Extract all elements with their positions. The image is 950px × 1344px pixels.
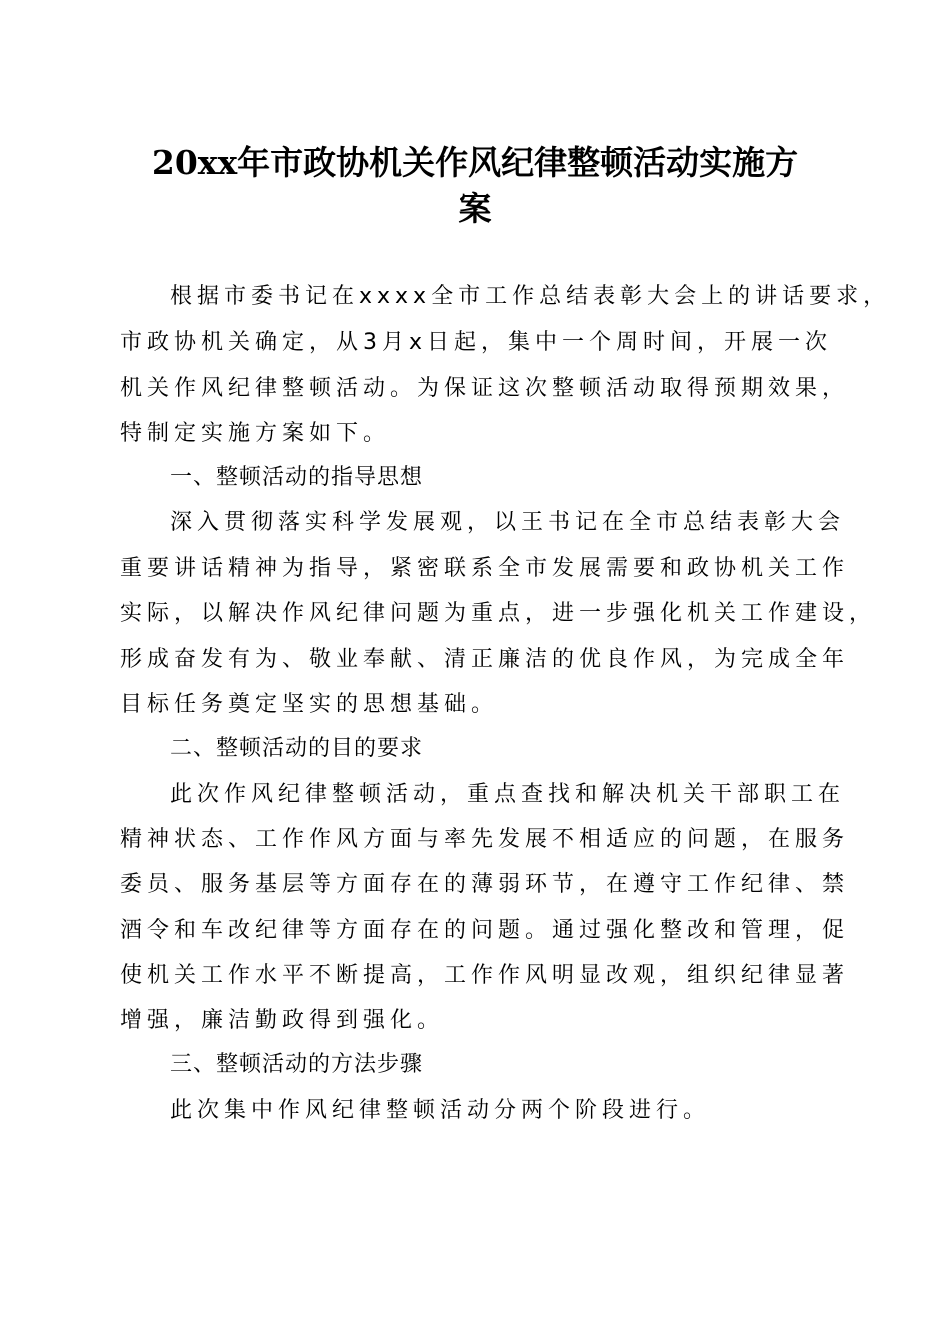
- section2-line: 精神状态、工作作风方面与率先发展不相适应的问题，在服务: [120, 827, 850, 852]
- section2-line: 此次作风纪律整顿活动，重点查找和解决机关干部职工在: [170, 782, 846, 807]
- intro-line: 机关作风纪律整顿活动。为保证这次整顿活动取得预期效果，: [120, 376, 850, 401]
- document-title-line1: 20xx年市政协机关作风纪律整顿活动实施方: [151, 143, 799, 182]
- section1-line: 重要讲话精神为指导，紧密联系全市发展需要和政协机关工作: [120, 556, 850, 581]
- document-title-line2: 案: [458, 189, 492, 228]
- section1-line: 目标任务奠定坚实的思想基础。: [120, 692, 499, 717]
- intro-line: 特制定实施方案如下。: [120, 421, 391, 446]
- section1-line: 形成奋发有为、敬业奉献、清正廉洁的优良作风，为完成全年: [120, 647, 850, 672]
- section1-heading: 一、整顿活动的指导思想: [170, 465, 424, 490]
- section2-line: 使机关工作水平不断提高，工作作风明显改观，组织纪律显著: [120, 963, 850, 988]
- section2-line: 委员、服务基层等方面存在的薄弱环节，在遵守工作纪律、禁: [120, 872, 850, 897]
- intro-line: 市政协机关确定，从3月x日起，集中一个周时间，开展一次: [120, 330, 833, 355]
- intro-line: 根据市委书记在xxxx全市工作总结表彰大会上的讲话要求，: [170, 284, 891, 309]
- section1-line: 实际，以解决作风纪律问题为重点，进一步强化机关工作建设，: [120, 601, 877, 626]
- section2-line: 酒令和车改纪律等方面存在的问题。通过强化整改和管理，促: [120, 918, 850, 943]
- section3-heading: 三、整顿活动的方法步骤: [170, 1052, 424, 1077]
- section3-line: 此次集中作风纪律整顿活动分两个阶段进行。: [170, 1098, 711, 1123]
- section2-line: 增强，廉洁勤政得到强化。: [120, 1008, 445, 1033]
- section1-line: 深入贯彻落实科学发展观，以王书记在全市总结表彰大会: [170, 510, 846, 535]
- section2-heading: 二、整顿活动的目的要求: [170, 736, 424, 761]
